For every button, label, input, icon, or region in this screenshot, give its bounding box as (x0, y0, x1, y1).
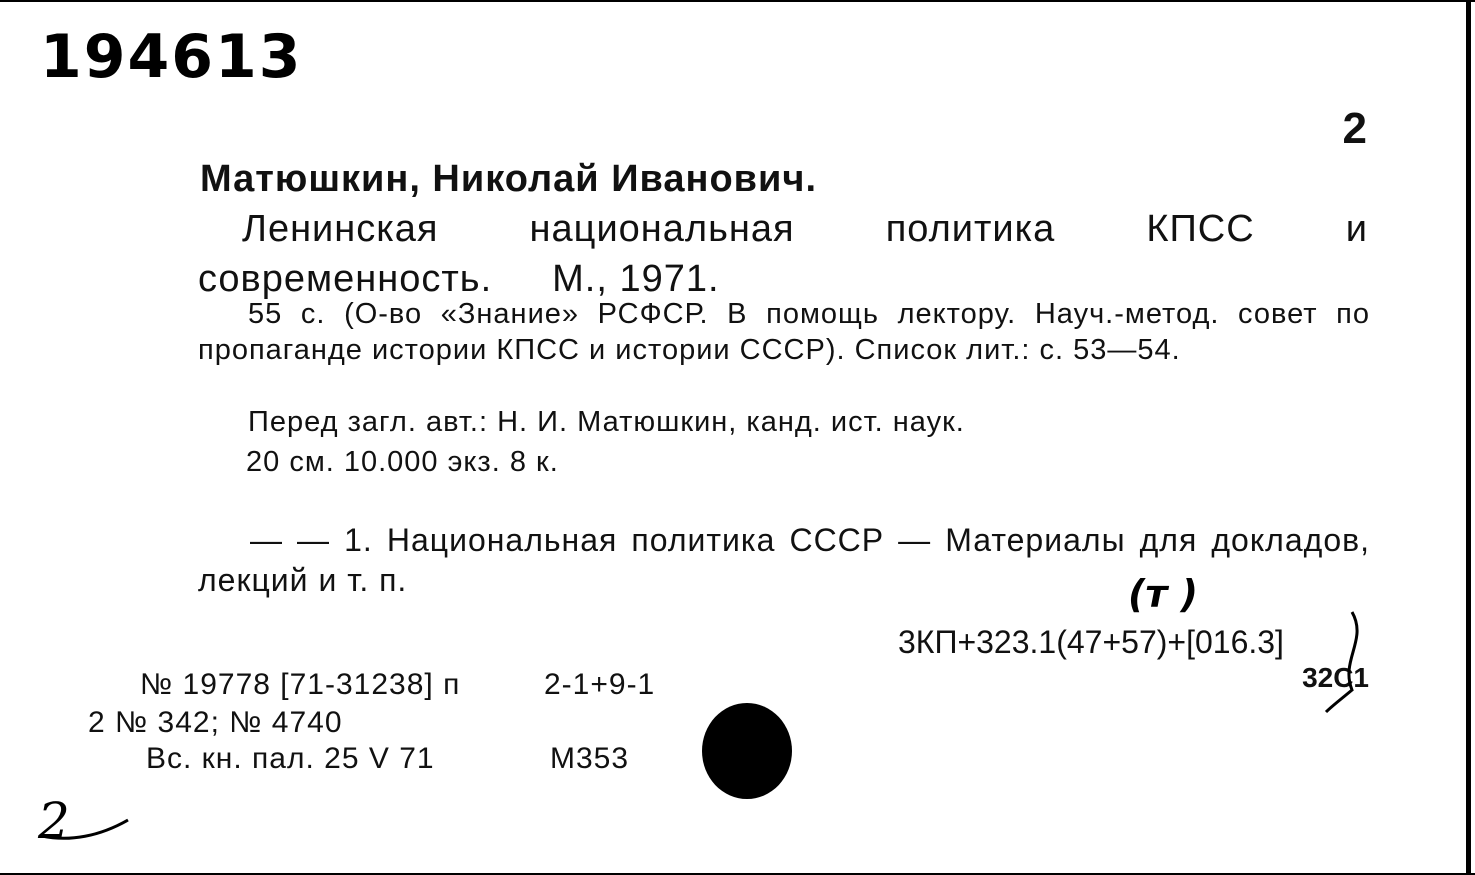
physical-description: 55 с. (О-во «Знание» РСФСР. В помощь лектору. Науч.-метод. совет по пропаганде истории КПСС и истории СССР). Список лит.: с. 53—54. (198, 298, 1370, 366)
card-number: 2 (1342, 104, 1367, 153)
subject-heading: — — 1. Национальная политика СССР — Материалы для докладов, лекций и т. п. (198, 522, 1370, 598)
classification-index: 3КП+323.1(47+57)+[016.3] (898, 624, 1284, 660)
author-note: Перед загл. авт.: Н. И. Матюшкин, канд. ист. наук. (248, 406, 965, 438)
book-title: Ленинская национальная политика КПСС и современность. (198, 208, 1368, 300)
registration-line-1-right: 2-1+9-1 (544, 668, 656, 701)
handwritten-bracket (1326, 612, 1357, 712)
handwritten-bottom-mark: 2 (38, 792, 70, 850)
registration-line-3: Вс. кн. пал. 25 V 71 (146, 742, 435, 775)
imprint: М., 1971. (552, 258, 720, 300)
author-sign: 32С1 (1302, 662, 1369, 693)
size-price: 20 см. 10.000 экз. 8 к. (246, 446, 559, 478)
registration-line-3-right: М353 (550, 742, 630, 775)
handwritten-note: (т ) (1128, 572, 1198, 616)
registration-line-2: 2 № 342; № 4740 (88, 706, 343, 739)
handwritten-underline (42, 820, 128, 838)
registration-line-1: № 19778 [71-31238] п (140, 668, 461, 701)
author-heading: Матюшкин, Николай Иванович. (200, 158, 818, 200)
inventory-number: 194613 (40, 22, 303, 92)
